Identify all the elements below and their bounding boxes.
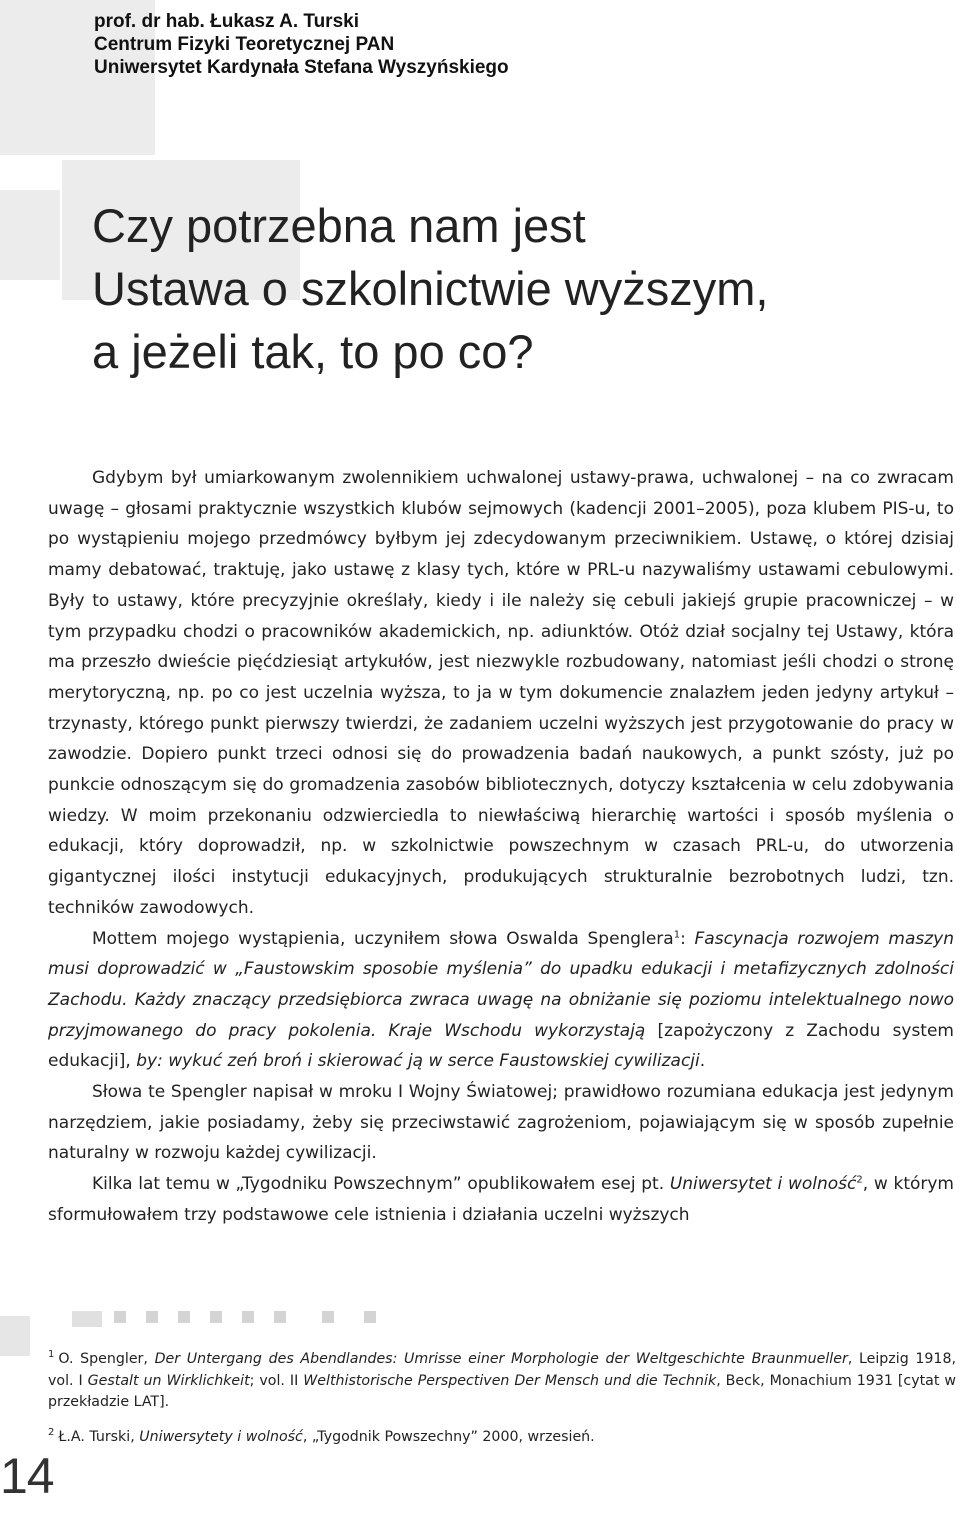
paragraph-1: Gdybym był umiarkowanym zwolennikiem uchwalonej ustawy-prawa, uchwalonej – na co zwracam uwagę – głosami praktycznie wszystkich klubów sejmowych (kadencji 2001–2005), poza klubem PIS-u, to po wystąpieniu mojego przedmówcy byłbym jej zdecydowanym przeciwnikiem. Ustawę, o której dzisiaj mamy debatować, traktuję, jako ustawę z klasy tych, które w PRL-u nazywaliśmy ustawami cebulowymi. Były to ustawy, które precyzyjnie określały, kiedy i ile należy się cebuli jakiejś grupie pracowniczej – w tym przypadku chodzi o pracowników akademickich, np. adiunktów. Otóż dział socjalny tej Ustawy, która ma przeszło dwieście pięćdziesiąt artykułów, jest niezwykle rozbudowany, natomiast jeśli chodzi o stronę merytoryczną, np. po co jest uczelnia wyższa, to ja w tym dokumencie znalazłem jeden jedyny artykuł – trzynasty, którego punkt pierwszy twierdzi, że zadaniem uczelni wyższych jest przygotowanie do pracy w zawodzie. Dopiero punkt trzeci odnosi się do prowadzenia badań naukowych, a punkt szósty, już po punkcie odnoszącym się do gromadzenia zasobów bibliotecznych, dotyczy kształcenia w celu zdobywania wiedzy. W moim przekonaniu odzwierciedla to niewłaściwą hierarchię wartości i sposób myślenia o edukacji, który doprowadził, np. w szkolnictwie powszechnym w czasach PRL-u, do utworzenia gigantycznej ilości instytucji edukacyjnych, produkujących strukturalnie bezrobotnych ludzi, tzn. techników zawodowych.	[48, 468, 954, 918]
paragraph-2-end: .	[699, 1051, 706, 1072]
affiliation-1: Centrum Fizyki Teoretycznej PAN	[94, 34, 395, 55]
page-number: 14	[0, 1448, 54, 1504]
footnote-separator	[72, 1311, 372, 1329]
author-name: prof. dr hab. Łukasz A. Turski	[94, 11, 359, 32]
footnote-ref-1[interactable]: 1	[673, 928, 681, 940]
footnote-1-vol2-title: Welthistorische Perspectiven Der Mensch und die Technik	[303, 1372, 717, 1389]
footnote-1	[48, 1349, 956, 1414]
paragraph-3: Słowa te Spengler napisał w mroku I Wojny Światowej; prawidłowo rozumiana edukacja jest jedynym narzędziem, jakie posiadamy, żeby się przeciwstawić zagrożeniom, pojawiającym się w sposób zupełnie naturalny w rozwoju każdej cywilizacji.	[48, 1082, 954, 1164]
footnote-decor-square	[0, 1316, 30, 1356]
spengler-quote-2: by: wykuć zeń broń i skierować ją w serce Faustowskiej cywilizacji	[136, 1051, 700, 1072]
essay-title: Uniwersytet i wolność	[669, 1174, 857, 1195]
paragraph-2	[48, 924, 954, 1078]
separator-square	[72, 1311, 102, 1327]
separator-square	[274, 1311, 286, 1323]
separator-square	[210, 1311, 222, 1323]
affiliation-2: Uniwersytet Kardynała Stefana Wyszyńskiego	[94, 57, 509, 78]
paragraph-4-intro: Kilka lat temu w „Tygodniku Powszechnym” opublikowałem esej pt.	[92, 1174, 670, 1195]
footnote-1-details: , Leipzig 1918, vol. I	[48, 1351, 956, 1389]
separator-square	[322, 1311, 334, 1323]
footnote-2-number: 2	[48, 1426, 55, 1438]
separator-square	[178, 1311, 190, 1323]
paragraph-4-end: , w którym sformułowałem trzy podstawowe cele istnienia i działania uczelni wyższych	[48, 1174, 954, 1225]
separator-square	[146, 1311, 158, 1323]
spengler-bracket: [zapożyczony z Zachodu system edukacji],	[48, 1020, 954, 1072]
footnote-2-details: , „Tygodnik Powszechny” 2000, wrzesień.	[302, 1428, 595, 1445]
paragraph-2-intro: Mottem mojego wystąpienia, uczyniłem słowa Oswalda Spenglera	[92, 928, 674, 949]
title-line-1: Czy potrzebna nam jest	[92, 199, 586, 252]
title-line-2: Ustawa o szkolnictwie wyższym,	[92, 262, 769, 315]
footnotes	[48, 1349, 956, 1461]
separator-square	[364, 1311, 376, 1323]
footnote-1-number: 1	[48, 1349, 55, 1361]
footnote-1-vol1-title: Gestalt un Wirklichkeit	[87, 1372, 250, 1389]
decor-square-3	[0, 190, 60, 280]
spengler-quote-1: Fascynacja rozwojem maszyn musi doprowadzić w „Faustowskim sposobie myślenia” do upadku edukacji i metafizycznych zdolności Zachodu. Każdy znaczący przedsiębiorca zwraca uwagę na obniżanie się poziomu intelektualnego nowo przyjmowanego do pracy pokolenia. Kraje Wschodu wykorzystają	[48, 928, 955, 1041]
footnote-1-author: O. Spengler,	[58, 1351, 155, 1367]
paragraph-4	[48, 1169, 954, 1230]
separator-square	[242, 1311, 254, 1323]
article-title	[92, 194, 912, 383]
footnote-2	[48, 1427, 956, 1449]
paragraph-2-colon: :	[680, 928, 695, 949]
footnote-ref-2[interactable]: 2	[856, 1174, 863, 1186]
footnote-2-author: Ł.A. Turski,	[58, 1428, 140, 1445]
author-block	[94, 10, 509, 79]
article-body	[48, 463, 954, 1231]
footnote-1-vol2-label: ; vol. II	[249, 1372, 304, 1389]
separator-square	[114, 1311, 126, 1323]
footnote-1-title: Der Untergang des Abendlandes: Umrisse einer Morphologie der Weltgeschichte Braunmueller	[154, 1351, 848, 1367]
footnote-1-publisher: , Beck, Monachium 1931 [cytat w przekładzie LAT].	[48, 1372, 956, 1410]
title-line-3: a jeżeli tak, to po co?	[92, 325, 534, 378]
footnote-2-title: Uniwersytety i wolność	[139, 1428, 303, 1445]
